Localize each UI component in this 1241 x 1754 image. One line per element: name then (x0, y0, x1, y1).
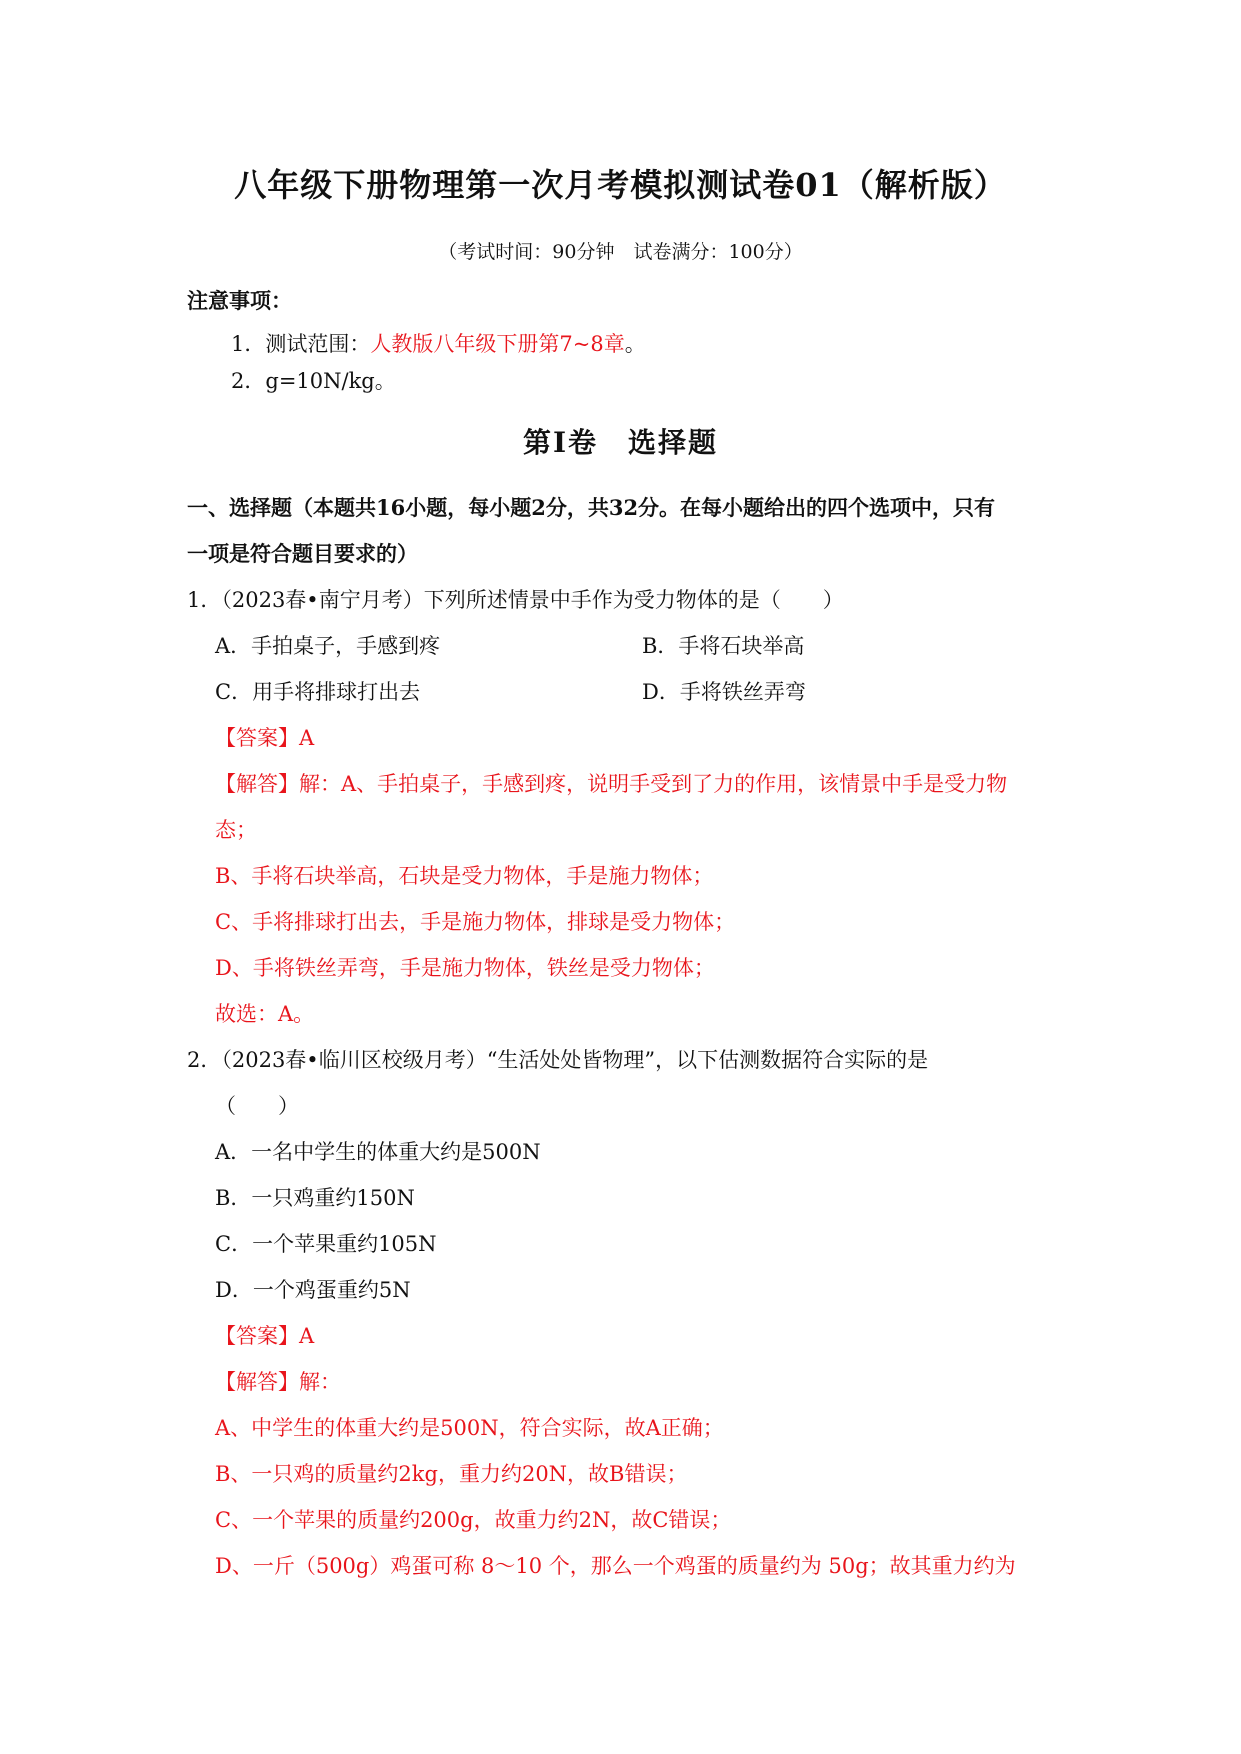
answer-value: A (299, 726, 315, 750)
question-1-option-a: A．手拍桌子，手感到疼 (215, 634, 441, 658)
part-heading-line-1: 一、选择题（本题共16小题，每小题2分，共32分。在每小题给出的四个选项中，只有 (187, 495, 996, 520)
note-number: 2． (231, 369, 266, 393)
exam-info: （考试时间：90分钟 试卷满分：100分） (438, 241, 803, 263)
note-text: 测试范围： (265, 332, 371, 356)
analysis-tag: 【解答】 (215, 1370, 299, 1394)
answer-tag: 【答案】 (215, 1324, 299, 1348)
question-2-answer (215, 1322, 314, 1350)
question-2-analysis-line-4: D、一斤（500g）鸡蛋可称 8～10 个，那么一个鸡蛋的质量约为 50g；故其重力约为 (215, 1554, 1016, 1578)
question-2-analysis-head (215, 1368, 341, 1396)
question-1-analysis-line-2: 态； (215, 818, 257, 842)
question-2-analysis-line-1: A、中学生的体重大约是500N，符合实际，故A正确； (215, 1416, 724, 1440)
question-2-option-b: B．一只鸡重约150N (215, 1186, 415, 1210)
note-text: g=10N/kg。 (265, 369, 396, 393)
notes-heading: 注意事项： (187, 288, 292, 313)
question-1-answer (215, 724, 314, 752)
question-1-analysis-line-3: B、手将石块举高，石块是受力物体，手是施力物体； (215, 864, 714, 888)
question-1-analysis-line-6: 故选：A。 (215, 1002, 315, 1026)
question-2-option-a: A．一名中学生的体重大约是500N (215, 1140, 541, 1164)
note-end: 。 (624, 332, 646, 356)
note-number: 1． (231, 332, 266, 356)
question-1-option-c: C．用手将排球打出去 (215, 680, 421, 704)
question-1-analysis-line-4: C、手将排球打出去，手是施力物体，排球是受力物体； (215, 910, 736, 934)
analysis-tag: 【解答】 (215, 772, 299, 796)
question-1-stem: 1．（2023春•南宁月考）下列所述情景中手作为受力物体的是（ ） (187, 588, 844, 612)
question-1-analysis-line-5: D、手将铁丝弄弯，手是施力物体，铁丝是受力物体； (215, 956, 715, 980)
question-2-option-c: C．一个苹果重约105N (215, 1232, 437, 1256)
question-2-stem-line-2: （ ） (215, 1094, 299, 1118)
analysis-text: 解：A、手拍桌子，手感到疼，说明手受到了力的作用，该情景中手是受力物 (299, 772, 1008, 796)
question-2-analysis-line-2: B、一只鸡的质量约2kg，重力约20N，故B错误； (215, 1462, 688, 1486)
analysis-text: 解： (299, 1370, 341, 1394)
question-1-analysis-line-1 (215, 770, 1007, 798)
answer-value: A (299, 1324, 315, 1348)
question-2-stem-line-1: 2．（2023春•临川区校级月考）“生活处处皆物理”，以下估测数据符合实际的是 (187, 1048, 929, 1072)
question-1-option-d: D．手将铁丝弄弯 (642, 680, 806, 704)
note-item-2 (231, 367, 396, 395)
question-2-analysis-line-3: C、一个苹果的质量约200g，故重力约2N，故C错误； (215, 1508, 732, 1532)
document-title: 八年级下册物理第一次月考模拟测试卷01（解析版） (234, 166, 1007, 204)
part-heading-line-2: 一项是符合题目要求的） (187, 541, 418, 566)
question-1-option-b: B．手将石块举高 (642, 634, 805, 658)
question-2-option-d: D．一个鸡蛋重约5N (215, 1278, 411, 1302)
answer-tag: 【答案】 (215, 726, 299, 750)
section-title: 第Ⅰ卷 选择题 (522, 426, 719, 459)
note-scope: 人教版八年级下册第7~8章 (370, 332, 625, 356)
note-item-1 (231, 330, 646, 358)
